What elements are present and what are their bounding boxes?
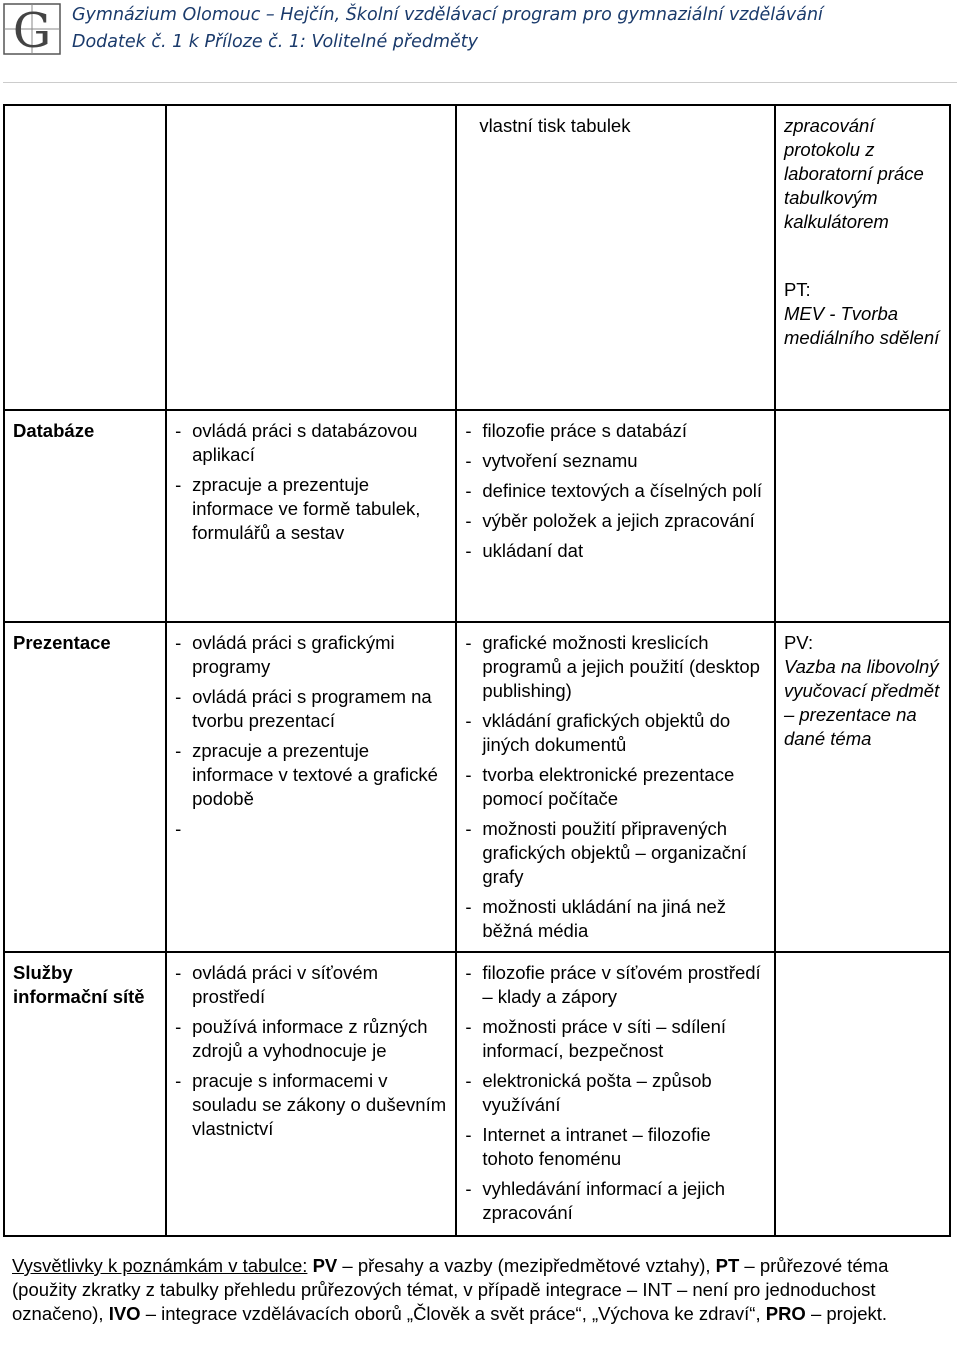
content-item: - výběr položek a jejich zpracování bbox=[465, 509, 766, 533]
table-row bbox=[4, 105, 950, 410]
outcomes-cell bbox=[166, 410, 456, 622]
header-divider bbox=[3, 82, 957, 83]
notes-cell bbox=[775, 622, 950, 952]
pt-label: PT: bbox=[783, 279, 811, 300]
outcome-item: - ovládá práci v síťovém prostředí bbox=[175, 961, 447, 1009]
page-header bbox=[0, 0, 960, 70]
content-item: - vyhledávání informací a jejich zpracování bbox=[465, 1177, 766, 1225]
table-row bbox=[4, 410, 950, 622]
outcome-item: - ovládá práci s programem na tvorbu prezentací bbox=[175, 685, 447, 733]
content-item: - možnosti ukládání na jiná než běžná média bbox=[465, 895, 766, 943]
content-item: - filozofie práce v síťovém prostředí – klady a zápory bbox=[465, 961, 766, 1009]
content-cell bbox=[456, 622, 775, 952]
table-row bbox=[4, 622, 950, 952]
content-item: - Internet a intranet – filozofie tohoto fenoménu bbox=[465, 1123, 766, 1171]
content-item: - ukládaní dat bbox=[465, 539, 766, 563]
curriculum-table bbox=[3, 104, 951, 1237]
svg-text:G: G bbox=[12, 3, 52, 55]
content-cell bbox=[456, 105, 775, 410]
subject-cell: Služby informační sítě bbox=[4, 952, 166, 1236]
legend-pt-text: – průřezové téma (použity zkratky z tabulky přehledu průřezových témat, v případě integrace – INT – není pro jednoduchost označeno), bbox=[12, 1255, 889, 1324]
outcome-item bbox=[175, 817, 447, 841]
subject-cell: Prezentace bbox=[4, 622, 166, 952]
outcome-item: - zpracuje a prezentuje informace ve formě tabulek, formulářů a sestav bbox=[175, 473, 447, 545]
legend-pt: PT bbox=[715, 1255, 740, 1276]
outcomes-cell bbox=[166, 622, 456, 952]
pt-text: MEV - Tvorba mediálního sdělení bbox=[783, 303, 940, 348]
legend-pv: PV bbox=[312, 1255, 338, 1276]
content-item: - tvorba elektronické prezentace pomocí počítače bbox=[465, 763, 766, 811]
legend-pro-text: – projekt. bbox=[805, 1303, 888, 1324]
subject-cell bbox=[4, 105, 166, 410]
content-item: - grafické možnosti kreslicích programů a jejich použití (desktop publishing) bbox=[465, 631, 766, 703]
content-item: - vytvoření seznamu bbox=[465, 449, 766, 473]
legend-footnote bbox=[12, 1254, 952, 1326]
legend-pro: PRO bbox=[765, 1303, 806, 1324]
content-item: - možnosti použití připravených grafických objektů – organizační grafy bbox=[465, 817, 766, 889]
legend-lead: Vysvětlivky k poznámkám v tabulce: bbox=[12, 1255, 308, 1276]
header-school-title: Gymnázium Olomouc – Hejčín, Školní vzdělávací program pro gymnaziální vzdělávání bbox=[72, 5, 823, 25]
notes-cell bbox=[775, 410, 950, 622]
legend-ivo: IVO bbox=[108, 1303, 141, 1324]
content-item: - možnosti práce v síti – sdílení informací, bezpečnost bbox=[465, 1015, 766, 1063]
content-item: - filozofie práce s databází bbox=[465, 419, 766, 443]
content-item: - elektronická pošta – způsob využívání bbox=[465, 1069, 766, 1117]
outcomes-cell bbox=[166, 952, 456, 1236]
notes-cell bbox=[775, 952, 950, 1236]
legend-ivo-text: – integrace vzdělávacích oborů „Člověk a svět práce“, „Výchova ke zdraví“, bbox=[140, 1303, 766, 1324]
subject-cell: Databáze bbox=[4, 410, 166, 622]
pv-label: PV: bbox=[783, 632, 814, 653]
content-item: - definice textových a číselných polí bbox=[465, 479, 766, 503]
outcome-item: - zpracuje a prezentuje informace v textové a grafické podobě bbox=[175, 739, 447, 811]
outcome-item: - ovládá práci s grafickými programy bbox=[175, 631, 447, 679]
content-cell bbox=[456, 952, 775, 1236]
content-item: - vkládání grafických objektů do jiných dokumentů bbox=[465, 709, 766, 757]
legend-pv-text: – přesahy a vazby (mezipředmětové vztahy), bbox=[337, 1255, 716, 1276]
outcome-item: - pracuje s informacemi v souladu se zákony o duševním vlastnictví bbox=[175, 1069, 447, 1141]
content-text: vlastní tisk tabulek bbox=[479, 115, 631, 136]
pv-text: Vazba na libovolný vyučovací předmět – prezentace na dané téma bbox=[783, 656, 940, 749]
notes-text: zpracování protokolu z laboratorní práce tabulkovým kalkulátorem bbox=[783, 115, 924, 232]
outcome-item: - používá informace z různých zdrojů a vyhodnocuje je bbox=[175, 1015, 447, 1063]
content-cell bbox=[456, 410, 775, 622]
table-row bbox=[4, 952, 950, 1236]
header-document-subtitle: Dodatek č. 1 k Příloze č. 1: Volitelné předměty bbox=[72, 32, 479, 52]
outcome-item: - ovládá práci s databázovou aplikací bbox=[175, 419, 447, 467]
outcomes-cell bbox=[166, 105, 456, 410]
notes-cell bbox=[775, 105, 950, 410]
school-logo-icon bbox=[3, 3, 61, 55]
